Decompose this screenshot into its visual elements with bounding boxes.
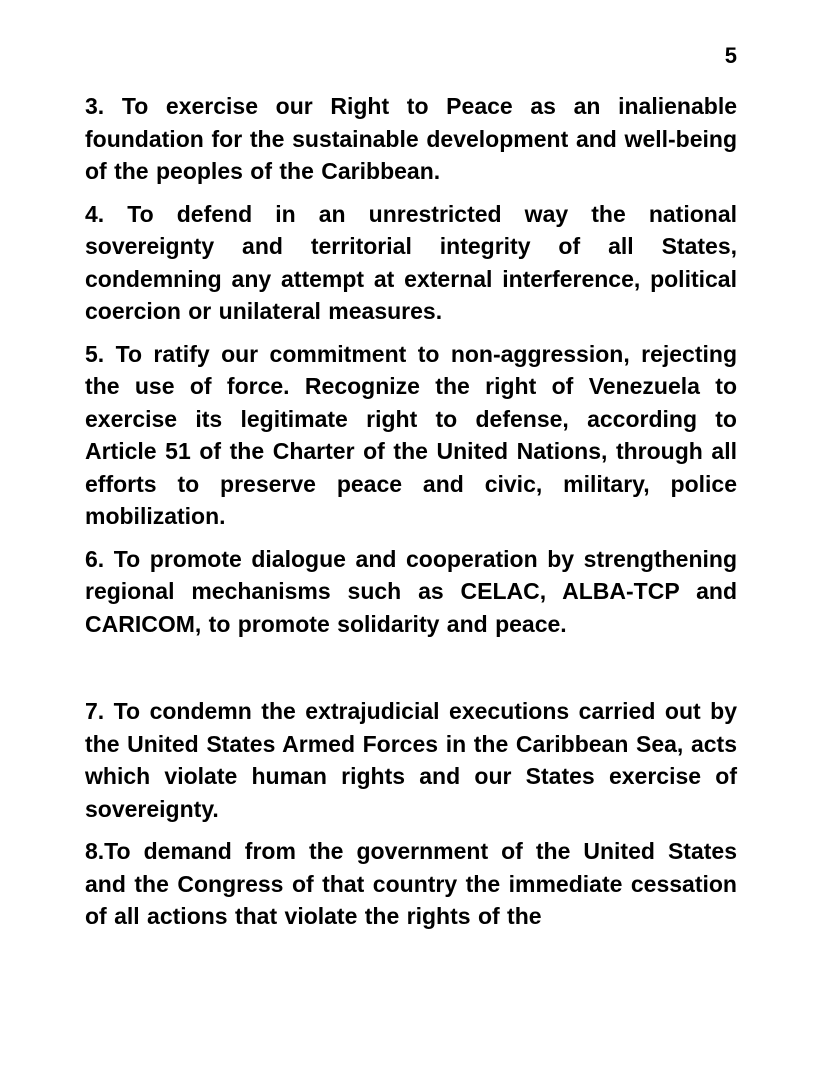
paragraph-item-8: 8.To demand from the government of the United States and the Congress of that country the immediate cessation of all actions that violate the rights of the	[85, 838, 737, 929]
paragraph-item-7: 7. To condemn the extrajudicial executions carried out by the United States Armed Forces in the Caribbean Sea, acts which violate human rights and our States exercise of sovereignty.	[85, 698, 737, 822]
page-number: 5	[724, 43, 737, 68]
paragraph-item-4: 4. To defend in an unrestricted way the national sovereignty and territorial integrity of all States, condemning any attempt at external interference, political coercion or unilateral measures.	[85, 200, 737, 324]
blank-line-spacer	[85, 650, 737, 695]
paragraph-item-6: 6. To promote dialogue and cooperation by strengthening regional mechanisms such as CELAC, ALBA-TCP and CARICOM, to promote solidarity and peace.	[85, 545, 737, 637]
paragraph-item-5: 5. To ratify our commitment to non-aggression, rejecting the use of force. Recognize the right of Venezuela to exercise its legitimate right to defense, according to Article 51 of the Charter of the United Nations, through all efforts to preserve peace and civic, military, police mobilization.	[85, 340, 737, 529]
paragraph-item-3: 3. To exercise our Right to Peace as an inalienable foundation for the sustainable development and well-being of the peoples of the Caribbean.	[85, 93, 737, 184]
